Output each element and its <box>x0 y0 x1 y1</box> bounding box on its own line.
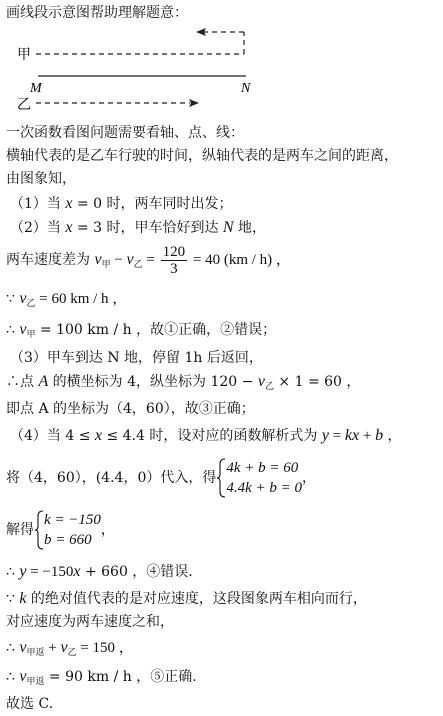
label-yi: 乙 <box>17 98 31 113</box>
return-speed: ∴ $v_{甲返} = 90$ km / h ，⑤正确. <box>6 668 197 687</box>
solve: 解得 k = −150 b = 660 ， <box>6 512 115 548</box>
segment-diagram <box>0 22 443 118</box>
final-answer: 故选 C. <box>6 696 54 712</box>
abs-value-1: ∵ k 的绝对值代表的是对应速度，这段图象两车相向而行， <box>6 590 367 607</box>
because-1: ∵ $v_乙 = 60$ km / h ， <box>6 290 128 309</box>
result-function: ∴ y = −150x + 660 ，④错误. <box>6 563 193 580</box>
speed-sum: ∴ $v_{甲返} + v_乙 = 150$ ， <box>6 639 134 658</box>
point-A-1: ∴点 A 的横坐标为 4，纵坐标为 $120 - v_乙 \times 1 = 60$ ， <box>6 373 361 392</box>
step-2: （2）当 x = 3 时，甲车恰好到达 N 地， <box>10 219 267 236</box>
label-N: N <box>241 81 251 96</box>
yi-arrow-icon <box>189 99 199 107</box>
substitute: 将（4，60），(4.4，0）代入，得 4k + b = 60 4.4k + b = 0 ， <box>6 460 317 496</box>
heading: 画线段示意图帮助理解题意： <box>6 5 188 21</box>
point-A-2: 即点 A 的坐标为（4，60），故③正确； <box>6 401 255 417</box>
step-3: （3）甲车到达 N 地，停留 1h 后返回， <box>10 350 263 366</box>
axes-line-2: 由图象知， <box>6 171 76 187</box>
therefore-1: ∴ $v_甲 = 100$ km / h ，故①正确，②错误； <box>6 321 277 340</box>
label-M: M <box>30 81 42 96</box>
brace-icon <box>34 510 44 550</box>
step-1: （1）当 x = 0 时，两车同时出发； <box>10 195 233 212</box>
axes-line-1: 横轴代表的是乙车行驶的时间，纵轴代表的是两车之间的距离， <box>6 148 398 164</box>
equation-system: 4k + b = 60 4.4k + b = 0 <box>216 458 302 498</box>
speed-diff: 两车速度差为 $v_甲 - v_乙$ = $\frac{120}{3}$ = 40 (km / h) ， <box>6 243 291 277</box>
intro-line: 一次函数看图问题需要看轴、点、线： <box>6 125 244 141</box>
solution-system: k = −150 b = 660 <box>34 510 101 550</box>
brace-icon <box>216 458 226 498</box>
abs-value-2: 对应速度为两车速度之和， <box>6 614 174 630</box>
step-4: （4）当 4 ≤ x ≤ 4.4 时，设对应的函数解析式为 y = kx + b ， <box>10 427 402 444</box>
label-jia: 甲 <box>17 48 31 63</box>
